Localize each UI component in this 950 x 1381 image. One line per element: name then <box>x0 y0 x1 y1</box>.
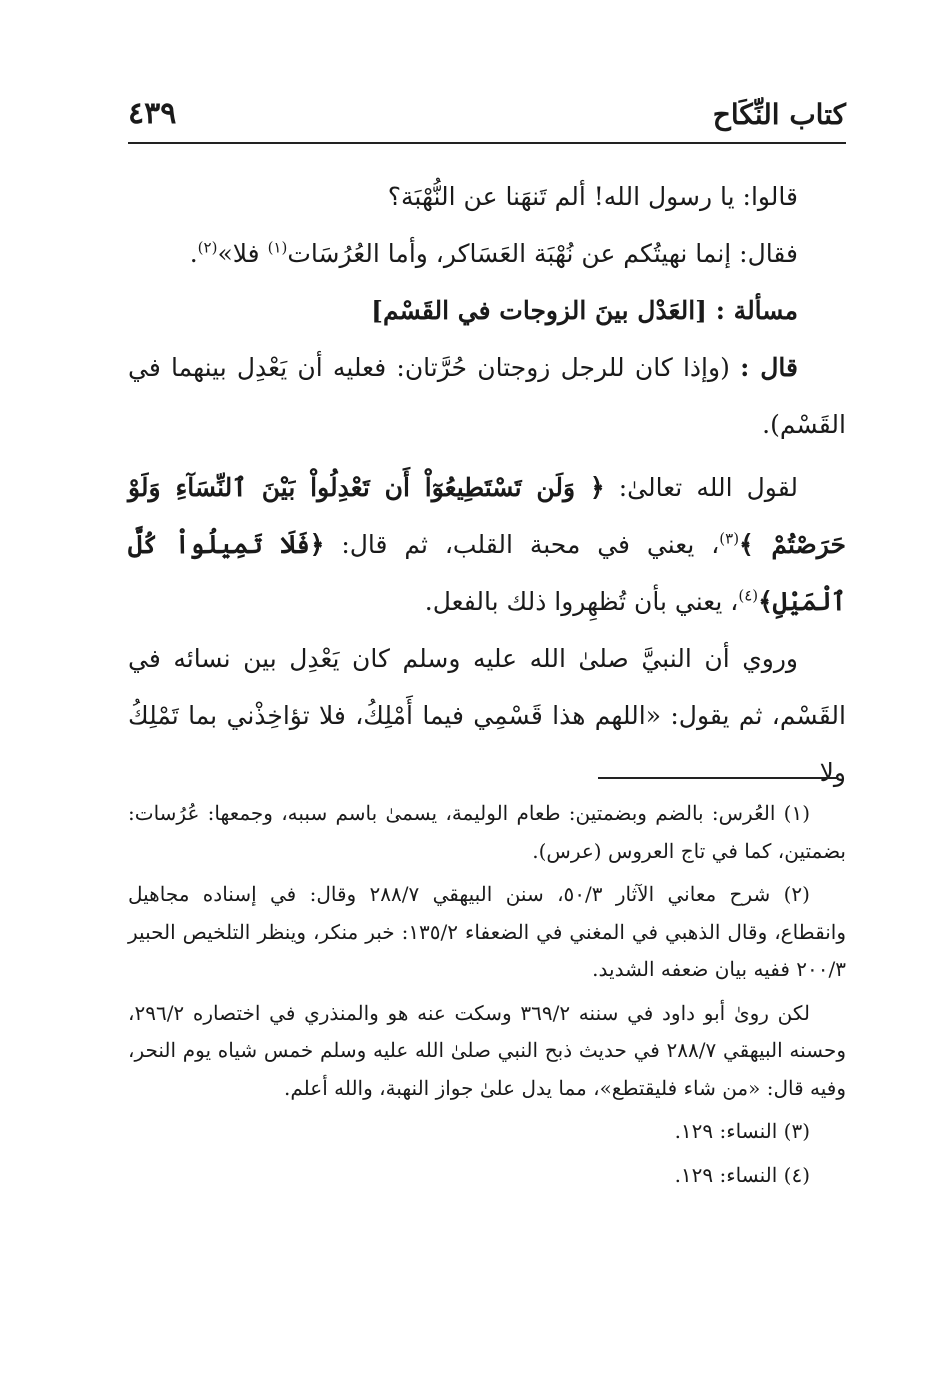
section-heading <box>128 282 846 339</box>
running-header <box>128 98 846 142</box>
paragraph <box>128 339 846 453</box>
paragraph-text: . <box>189 239 198 268</box>
footnote-ref: (١) <box>267 238 288 257</box>
footnote-1: (١) العُرس: بالضم وبضمتين: طعام الوليمة، يسمىٰ باسم سببه، وجمعها: عُرُسات: بضمتين، كما في تاج العروس (عرس). <box>128 801 846 863</box>
section-heading-text: [العَدْل بينَ الزوجات في القَسْم] <box>371 296 708 325</box>
paragraph: قالوا: يا رسول الله! ألم تَنهَنا عن النُّهْبَة؟ <box>387 182 798 211</box>
footnote-2-continued: لكن روىٰ أبو داود في سننه ٣٦٩/٢ وسكت عنه هو والمنذري في اختصاره ٢٩٦/٢، وحسنه البيهقي ٢٨٨/٧ في حديث ذبح النبي صلىٰ الله عليه وسلم خمس شياه يوم النحر، وفيه قال: «من شاء فليقتطع»، مما يدل علىٰ جواز النهبة، والله أعلم. <box>128 1000 846 1100</box>
footnote-2: (٢) شرح معاني الآثار ٥٠/٣، سنن البيهقي ٢٨٨/٧ وقال: في إسناده مجاهيل وانقطاع، وقال الذهبي في المغني في الضعفاء ١٣٥/٢: خبر منكر، وينظر التلخيص الحبير ٢٠٠/٣ ففيه بيان ضعفه الشديد. <box>128 882 846 981</box>
paragraph-text: ، يعني بأن تُظهِروا ذلك بالفعل. <box>424 587 739 616</box>
footnote-separator <box>598 777 838 779</box>
footnote-ref: (٢) <box>197 238 218 257</box>
quran-verse: ﴿ وَلَن تَسْتَطِيعُوٓاْ أَن تَعْدِلُواْ بَيْنَ ٱلنِّسَآءِ وَلَوْ حَرَصْتُمْ ﴾ <box>128 473 847 559</box>
qal-label: قال : <box>740 353 799 382</box>
paragraph-text: فلا» <box>217 239 268 268</box>
main-text <box>128 168 846 801</box>
paragraph-text: ، يعني في محبة القلب، ثم قال: <box>324 530 720 559</box>
paragraph-text: لقول الله تعالىٰ: <box>604 473 798 502</box>
paragraph <box>128 459 846 630</box>
chapter-title: كتاب النِّكَاح <box>712 98 846 131</box>
page-number: ٤٣٩ <box>128 96 177 131</box>
footnotes <box>128 795 846 1200</box>
footnote-ref: (٣) <box>719 529 740 548</box>
footnote-4: (٤) النساء: ١٢٩. <box>674 1162 810 1187</box>
paragraph <box>128 225 846 282</box>
paragraph: وروي أن النبيَّ صلىٰ الله عليه وسلم كان يَعْدِل بين نسائه في القَسْم، ثم يقول: «اللهم هذا قَسْمِي فيما أَمْلِكُ، فلا تؤاخِذْني بما تَمْلِكُ ولا <box>128 644 846 787</box>
footnote-ref: (٤) <box>738 586 759 605</box>
section-heading-label: مسألة : <box>715 296 798 325</box>
paragraph-text: فقال: إنما نهيتُكم عن نُهْبَة العَسَاكر، وأما العُرُسَات <box>287 239 798 268</box>
quran-verse: ﴿فَلَا تَمِيلُواْ كُلَّ ٱلْمَيْلِ﴾ <box>128 530 846 616</box>
paragraph-text: (وإذا كان للرجل زوجتان حُرَّتان: فعليه أن يَعْدِل بينهما في القَسْم). <box>128 353 846 439</box>
header-rule <box>128 142 846 144</box>
footnote-3: (٣) النساء: ١٢٩. <box>674 1119 810 1143</box>
